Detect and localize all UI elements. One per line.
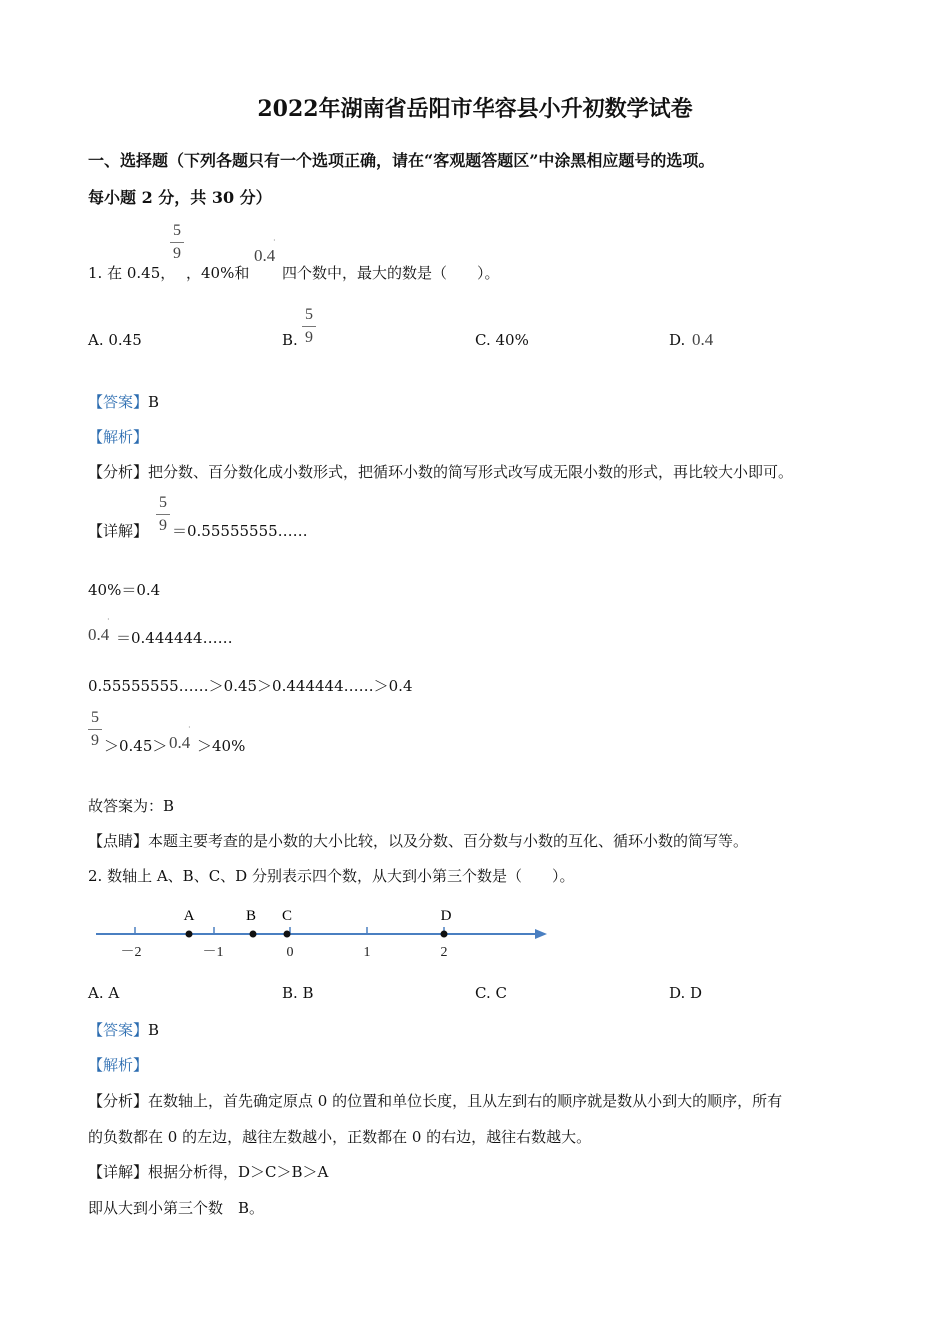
point-label-c: C	[281, 908, 293, 924]
repeating-value: 0.4	[169, 733, 191, 752]
q2-fenxi-line2: 的负数都在 0 的左边，越往左数越小，正数都在 0 的右边，越往右数越大。	[88, 1128, 592, 1146]
q2-final: 即从大到小第三个数 B。	[88, 1199, 265, 1217]
fraction-numerator: 5	[91, 709, 99, 726]
fenxi-tag: 【分析】	[88, 463, 149, 481]
xiangjie-text: 根据分析得，D＞C＞B＞A	[148, 1163, 329, 1181]
answer-tag: 【答案】	[88, 1021, 149, 1039]
number-line	[90, 896, 560, 966]
section-heading-line2: 每小题 2 分，共 30 分）	[88, 188, 272, 207]
q1-detail-line1: ＝0.55555555……	[172, 522, 308, 540]
fraction-bar	[302, 326, 316, 327]
point-label-a: A	[183, 908, 195, 924]
q1-mid: ，40%和	[186, 264, 250, 282]
answer-tag: 【答案】	[88, 393, 149, 411]
fraction-denominator: 9	[305, 329, 313, 346]
q2-option-d[interactable]: D. D	[669, 984, 703, 1002]
section-heading-line1: 一、选择题（下列各题只有一个选项正确，请在“客观题答题区”中涂黑相应题号的选项。	[88, 151, 715, 170]
q2-fenxi-line1	[88, 1090, 782, 1111]
q1-option-a[interactable]: A. 0.45	[88, 331, 142, 349]
point-label-b: B	[245, 908, 257, 924]
point-d	[441, 931, 448, 938]
q1-option-d-value: 0.4	[692, 330, 714, 349]
q1-option-b[interactable]: B.	[282, 331, 298, 349]
point-c	[284, 931, 291, 938]
q2-analysis-tag: 【解析】	[88, 1056, 149, 1074]
q1-detail5-repeating	[169, 723, 191, 753]
fraction-numerator: 5	[173, 222, 181, 239]
fraction-bar	[88, 729, 102, 730]
point-b	[250, 931, 257, 938]
q1-dianjing	[88, 830, 748, 851]
q1-fenxi	[88, 461, 793, 482]
q1-analysis-tag: 【解析】	[88, 428, 149, 446]
q2-question: 2. 数轴上 A、B、C、D 分别表示四个数，从大到小第三个数是（ ）。	[88, 867, 575, 885]
q2-option-a[interactable]: A. A	[88, 984, 120, 1002]
q1-detail-repeating	[88, 615, 110, 645]
fenxi-tag: 【分析】	[88, 1092, 149, 1110]
repeat-dot: ·	[273, 236, 276, 245]
tick-label-neg1: －1	[202, 945, 224, 960]
q1-conclusion: 故答案为：B	[88, 797, 175, 815]
q1-detail-line3: ＝0.444444……	[116, 629, 233, 647]
xiangjie-tag: 【详解】	[88, 1163, 149, 1181]
fraction-denominator: 9	[91, 732, 99, 749]
repeat-dot: ·	[107, 615, 110, 624]
q2-option-c[interactable]: C. C	[475, 984, 507, 1002]
answer-value: B	[148, 1021, 160, 1039]
q2-xiangjie	[88, 1161, 328, 1182]
fraction-denominator: 9	[159, 517, 167, 534]
number-line-arrow	[535, 929, 547, 939]
tick-label-0: 0	[286, 945, 294, 960]
repeating-value: 0.4	[254, 246, 276, 265]
q1-prefix: 1. 在 0.45，	[88, 264, 176, 282]
q1-xiangjie-tag: 【详解】	[88, 522, 149, 540]
repeat-dot: ·	[188, 723, 191, 732]
q1-option-c[interactable]: C. 40%	[475, 331, 529, 349]
tick-label-neg2: －2	[120, 945, 142, 960]
q1-detail-fraction	[156, 494, 170, 535]
q1-suffix: 四个数中，最大的数是（ ）。	[282, 264, 500, 282]
repeating-value: 0.4	[88, 625, 110, 644]
dianjing-text: 本题主要考查的是小数的大小比较，以及分数、百分数与小数的互化、循环小数的简写等。	[148, 832, 749, 850]
q1-detail-line2: 40%＝0.4	[88, 581, 161, 599]
q2-answer	[88, 1019, 159, 1040]
q1-answer	[88, 391, 159, 412]
q1-detail5-fraction	[88, 709, 102, 750]
fraction-numerator: 5	[159, 494, 167, 511]
fraction-bar	[156, 514, 170, 515]
q1-repeating-decimal	[254, 236, 276, 266]
answer-value: B	[148, 393, 160, 411]
q1-detail5-end: ＞40%	[197, 737, 246, 755]
fenxi-text: 在数轴上，首先确定原点 0 的位置和单位长度，且从左到右的顺序就是数从小到大的顺序，所有	[148, 1092, 783, 1110]
page-title: 2022年湖南省岳阳市华容县小升初数学试卷	[257, 96, 693, 122]
q2-option-b[interactable]: B. B	[282, 984, 314, 1002]
tick-label-1: 1	[363, 945, 371, 960]
q1-option-d[interactable]: D.	[669, 331, 686, 349]
q1-detail-line4: 0.55555555……＞0.45＞0.444444……＞0.4	[88, 677, 413, 695]
point-a	[186, 931, 193, 938]
fraction-bar	[170, 242, 184, 243]
fraction-denominator: 9	[173, 245, 181, 262]
tick-label-2: 2	[440, 945, 448, 960]
q1-option-b-fraction	[302, 306, 316, 347]
q1-detail5-mid: ＞0.45＞	[104, 737, 168, 755]
fenxi-text: 把分数、百分数化成小数形式，把循环小数的简写形式改写成无限小数的形式，再比较大小即可。	[148, 463, 794, 481]
q1-fraction	[170, 222, 184, 263]
point-label-d: D	[440, 908, 452, 924]
fraction-numerator: 5	[305, 306, 313, 323]
dianjing-tag: 【点睛】	[88, 832, 149, 850]
